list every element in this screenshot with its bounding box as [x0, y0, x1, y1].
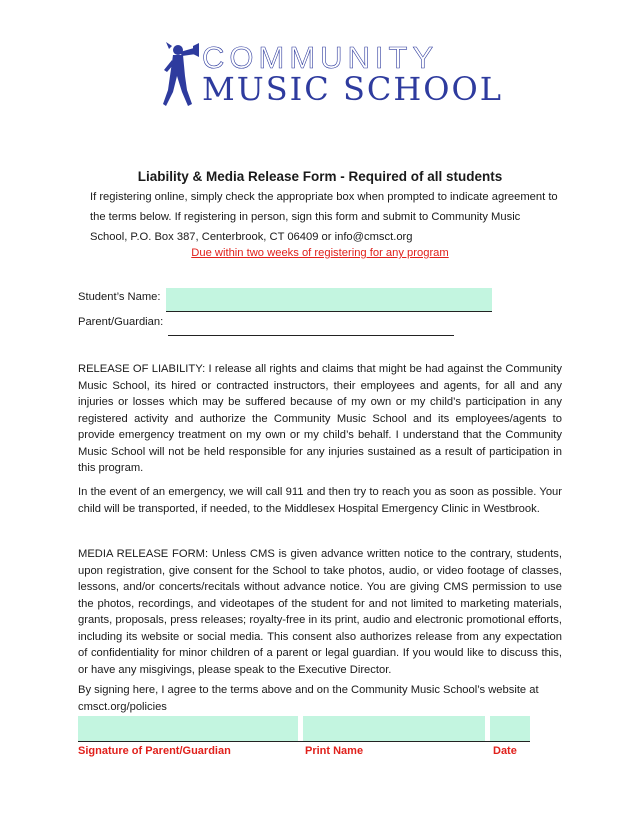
student-name-field[interactable] — [166, 288, 492, 312]
guardian-label: Parent/Guardian: — [78, 316, 164, 328]
print-name-field[interactable] — [303, 716, 485, 741]
logo-text-community: COMMUNITY — [202, 40, 439, 75]
media-release-text: MEDIA RELEASE FORM: Unless CMS is given advance written notice to the contrary, students, upon registration, give consent for the School to take photos, audio, or video footage of classes, lessons, and/or concerts/recitals without advance notice. You are giving CMS permission to use the photos, recordings, and videotapes of the student for and not limited to marketing materials, grants, proposals, press releases; royalty-free in its print, audio and electronic promotional efforts, including its website or social media. This consent also authorizes release from any expectation of confidentiality for minor children of a parent or legal guardian. If you would like to discuss this, or have any misgivings, please speak to the Executive Director. — [78, 548, 562, 676]
date-label: Date — [493, 745, 517, 757]
agreement-text: By signing here, I agree to the terms above and on the Community Music School’s website at cmsct.org/policies — [78, 684, 539, 713]
logo-text-music-school: MUSIC SCHOOL — [202, 70, 503, 108]
student-name-row — [78, 288, 498, 310]
print-name-label: Print Name — [305, 745, 364, 757]
intro-text: If registering online, simply check the appropriate box when prompted to indicate agreement to the terms below. If registering in person, sign this form and submit to Community Music School, P.O. Box 387, Centerbrook, CT 06409 or info@cmsct.org — [90, 191, 558, 243]
signature-label: Signature of Parent/Guardian — [78, 745, 231, 757]
signature-underline — [78, 741, 530, 742]
school-logo — [160, 40, 503, 110]
guardian-row — [78, 313, 458, 335]
date-field[interactable] — [490, 716, 530, 741]
trumpet-player-icon — [160, 40, 200, 110]
guardian-field[interactable] — [168, 313, 454, 336]
due-notice: Due within two weeks of registering for any program — [191, 247, 449, 259]
release-of-liability-text: RELEASE OF LIABILITY: I release all rights and claims that might be had against the Community Music School, its hired or contracted instructors, their employees and agents, for all and any injuries or losses which may be suffered because of my own or my child’s participation in any registered activity and authorize the Community Music School and its employees/agents to provide emergency treatment on my own or my child’s behalf. I understand that the Community Music School will not be held responsible for any injuries sustained as a result of participation in this program. — [78, 363, 562, 474]
emergency-text: In the event of an emergency, we will call 911 and then try to reach you as soon as possible. Your child will be transported, if needed, to the Middlesex Hospital Emergency Clinic in Westbrook. — [78, 486, 562, 515]
student-name-label: Student’s Name: — [78, 291, 161, 303]
form-title: Liability & Media Release Form - Required of all students — [137, 169, 503, 184]
signature-field[interactable] — [78, 716, 298, 741]
